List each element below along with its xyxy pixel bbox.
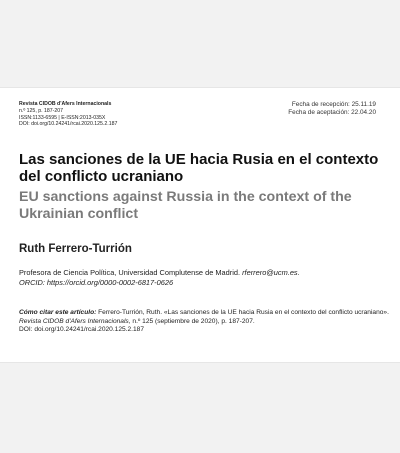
title-spanish: Las sanciones de la UE hacia Rusia en el contexto del conflicto ucraniano (19, 151, 379, 185)
journal-name: Revista CIDOB d'Afers Internacionals (19, 101, 112, 107)
author-affiliation (19, 268, 389, 288)
author-email[interactable]: rferrero@ucm.es. (242, 268, 300, 277)
title-english: EU sanctions against Russia in the context of the Ukrainian conflict (19, 189, 352, 222)
citation-details: n.º 125 (septiembre de 2020), p. 187-207. (132, 317, 255, 325)
affiliation-position: Profesora de Ciencia Política, Universidad Complutense de Madrid. (19, 268, 241, 277)
journal-doi: DOI: doi.org/10.24241/rcai.2020.125.2.187 (19, 121, 118, 128)
citation-authors: Ferrero-Turrión, Ruth. «Las sanciones de la UE hacia Rusia en el contexto del conflicto ucraniano». (98, 309, 389, 316)
received-date: Fecha de recepción: 25.11.19 (291, 101, 376, 108)
citation-block (19, 309, 389, 335)
citation-journal: Revista CIDOB d'Afers Internacionals, (19, 317, 131, 325)
journal-issue: n.º 125, p. 187-207 (19, 107, 64, 114)
accepted-date: Fecha de aceptación: 22.04.20 (288, 109, 376, 116)
article-dates (288, 101, 376, 117)
author-name: Ruth Ferrero-Turrión (19, 243, 132, 255)
citation-doi[interactable]: DOI: doi.org/10.24241/rcai.2020.125.2.187 (19, 326, 145, 334)
article-header-page (0, 87, 400, 363)
citation-label: Cómo citar este artículo: (19, 309, 97, 316)
author-orcid[interactable]: ORCID: https://orcid.org/0000-0002-6817-0626 (19, 278, 174, 287)
journal-info (19, 101, 117, 128)
journal-issn: ISSN:1133-6595 | E-ISSN:2013-035X (19, 114, 106, 121)
